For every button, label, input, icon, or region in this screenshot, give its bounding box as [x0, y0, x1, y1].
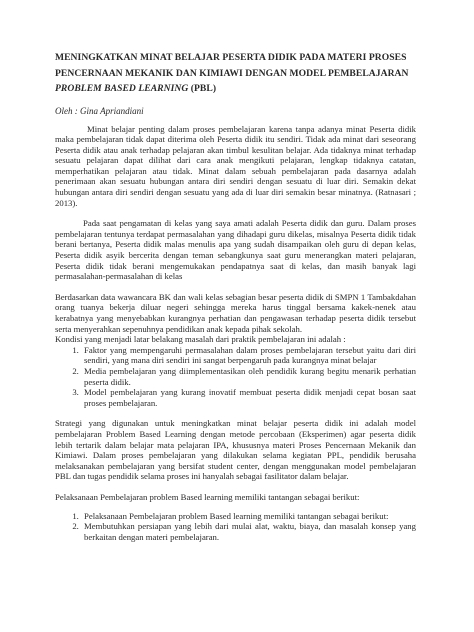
list-item: 2. Media pembelajaran yang diimplementasikan oleh pendidik kurang begitu menarik perhatian peserta didik. [81, 366, 416, 387]
paragraph-2: Pada saat pengamatan di kelas yang saya amati adalah Peserta didik dan guru. Dalam proses pembelajaran tentunya terdapat permasalahan yang dihadapi guru dikelas, misalnya Peserta didik tidak berani bertanya, Peserta didik malas menulis apa yang sudah disampaikan oleh guru di depan kelas, Peserta didik asyik bercerita dengan teman sebangkunya saat guru menerangkan materi pelajaran, Peserta didik tidak berani mengemukakan pendapatnya saat di kelas, dan masih banyak lagi permasalahan-permasalahan di kelas [55, 218, 416, 282]
title-line-1: MENINGKATKAN MINAT BELAJAR PESERTA DIDIK PADA MATERI PROSES [55, 52, 407, 63]
paragraph-3: Berdasarkan data wawancara BK dan wali kelas sebagian besar peserta didik di SMPN 1 Tambakdahan orang tuanya bekerja diluar negeri sehingga mereka harus tinggal bersama kakek-nenek atau kerabatnya yang menyebabkan kurangnya perhatian dan pengawasan terhadap peserta didik tersebut serta menyerahkan sepenuhnya pendidikan anak kepada pihak sekolah. [55, 291, 416, 334]
document-title [55, 50, 416, 97]
list-item: 1. Faktor yang mempengaruhi permasalahan dalam proses pembelajaran tersebut yaitu dari diri sendiri, yang mana diri sendiri ini sangat berpengaruh pada kurangnya minat belajar [81, 345, 416, 366]
list-problems [55, 345, 416, 409]
title-line-3-italic: PROBLEM BASED LEARNING [55, 83, 189, 94]
paragraph-4: Kondisi yang menjadi latar belakang masalah dari praktik pembelajaran ini adalah : [55, 334, 346, 345]
list-challenges [55, 511, 416, 543]
list-item: 2. Membutuhkan persiapan yang lebih dari mulai alat, waktu, biaya, dan masalah konsep yang berkaitan dengan materi pembelajaran. [81, 521, 416, 542]
title-line-2: PENCERNAAN MEKANIK DAN KIMIAWI DENGAN MODEL PEMBELAJARAN [55, 67, 409, 79]
list-item: 1. Pelaksanaan Pembelajaran problem Based learning memiliki tantangan sebagai berikut: [81, 511, 416, 522]
title-line-3-rest: (PBL) [188, 83, 217, 94]
title-line-3 [55, 81, 416, 97]
paragraph-5: Strategi yang digunakan untuk meningkatkan minat belajar peserta didik ini adalah model pembelajaran Problem Based Learning dengan metode percobaan (Eksperimen) agar peserta didik lebih tertarik dalam belajar mata pelajaran IPA, khususnya materi Proses Pencernaan Mekanik dan Kimiawi. Dalam proses pembelajaran yang dilakukan selama kegiatan PPL, pendidik berusaha melaksanakan pembelajaran yang bersifat student center, dengan menggunakan model pembelajaran PBL dan tugas pendidik selama proses ini hanyalah sebagai fasilitator dalam belajar. [55, 418, 416, 482]
paragraph-6: Pelaksanaan Pembelajaran problem Based learning memiliki tantangan sebagai berikut: [55, 491, 360, 502]
author-line: Oleh : Gina Apriandiani [55, 105, 144, 116]
list-item: 3. Model pembelajaran yang kurang inovatif membuat peserta didik menjadi cepat bosan saat proses pembelajaran. [81, 387, 416, 408]
paragraph-1: Minat belajar penting dalam proses pembelajaran karena tanpa adanya minat Peserta didik maka pembelajaran tidak dapat diterima oleh Peserta didik itu sendiri. Tidak ada minat dari seseorang Peserta didik atau anak terhadap pelajaran akan timbul kesulitan belajar. Ada tidaknya minat terhadap sesuatu pelajaran dapat dilihat dari cara anak mengikuti pelajaran, lengkap tidaknya catatan, memperhatikan pelajaran atau tidak. Minat dalam sebuah pembelajaran pada dasarnya adalah penerimaan akan sesuatu hubungan antara diri sendiri dengan sesuatu di luar diri. Semakin dekat hubungan antara diri sendiri dengan sesuatu yang ada di luar diri semakin besar minatnya. (Ratnasari ; 2013). [55, 123, 416, 208]
